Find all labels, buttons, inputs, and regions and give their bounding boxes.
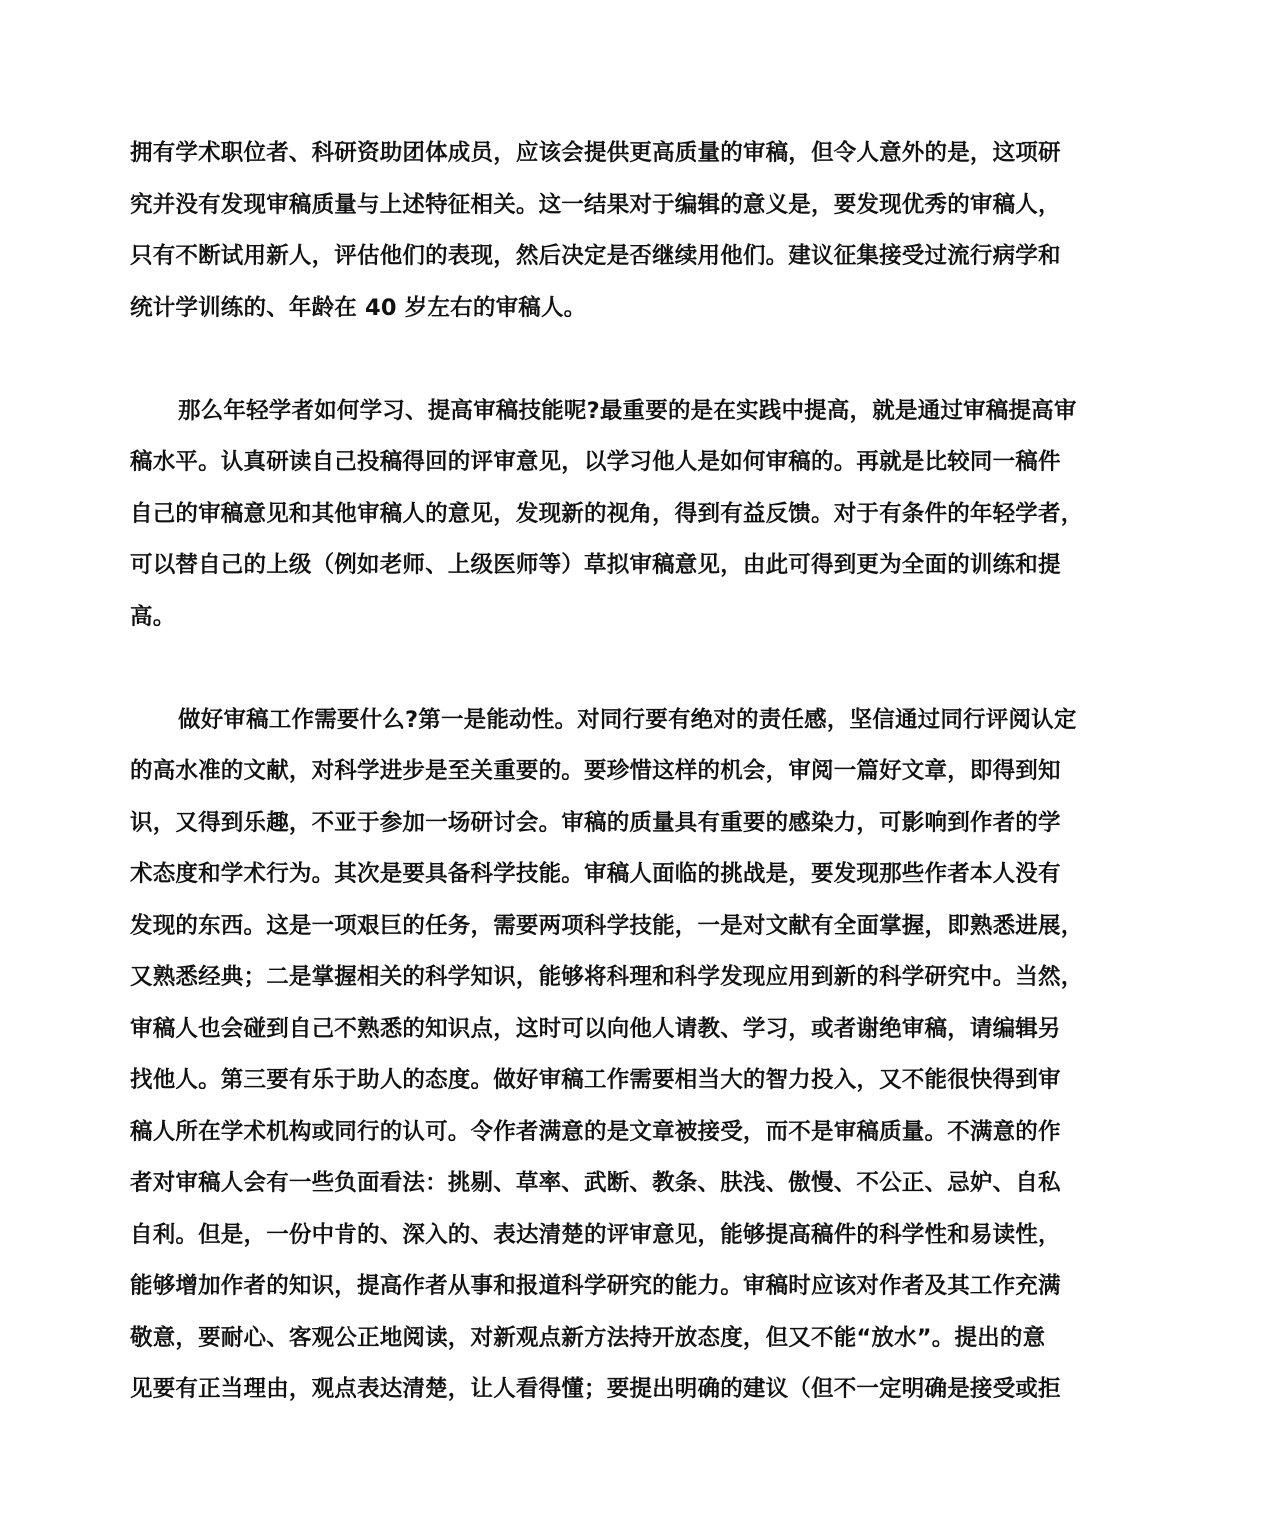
text-line: 又熟悉经典；二是掌握相关的科学知识，能够将科理和科学发现应用到新的科学研究中。当然， xyxy=(130,964,1084,990)
text-line: 统计学训练的、年龄在 40 岁左右的审稿人。 xyxy=(130,294,587,321)
text-line: 发现的东西。这是一项艰巨的任务，需要两项科学技能，一是对文献有全面掌握，即熟悉进展， xyxy=(130,912,1084,939)
paragraph-3 xyxy=(130,695,1152,1468)
text-line: 究并没有发现审稿质量与上述特征相关。这一结果对于编辑的意义是，要发现优秀的审稿人， xyxy=(130,191,1061,218)
text-line: 的高水准的文献，对科学进步是至关重要的。要珍惜这样的机会，审阅一篇好文章，即得到知 xyxy=(130,758,1061,784)
text-line: 做好审稿工作需要什么?第一是能动性。对同行要有绝对的责任感，坚信通过同行评阅认定 xyxy=(178,706,1077,733)
document-page xyxy=(130,128,1152,1467)
text-line: 稿人所在学术机构或同行的认可。令作者满意的是文章被接受，而不是审稿质量。不满意的作 xyxy=(130,1118,1061,1145)
paragraph-1 xyxy=(130,128,1152,334)
text-line: 拥有学术职位者、科研资助团体成员，应该会提供更高质量的审稿，但令人意外的是，这项研 xyxy=(130,140,1061,166)
text-line: 可以替自己的上级（例如老师、上级医师等）草拟审稿意见，由此可得到更为全面的训练和提 xyxy=(130,552,1061,578)
text-line: 者对审稿人会有一些负面看法：挑剔、草率、武断、教条、肤浅、傲慢、不公正、忌妒、自私 xyxy=(130,1170,1061,1196)
text-line: 只有不断试用新人，评估他们的表现，然后决定是否继续用他们。建议征集接受过流行病学和 xyxy=(130,243,1061,269)
text-line: 识，又得到乐趣，不亚于参加一场研讨会。审稿的质量具有重要的感染力，可影响到作者的学 xyxy=(130,809,1061,836)
text-line: 审稿人也会碰到自己不熟悉的知识点，这时可以向他人请教、学习，或者谢绝审稿，请编辑另 xyxy=(130,1015,1061,1042)
paragraph-spacer xyxy=(130,643,1152,695)
paragraph-spacer xyxy=(130,334,1152,386)
text-line: 见要有正当理由，观点表达清楚，让人看得懂；要提出明确的建议（但不一定明确是接受或拒 xyxy=(130,1376,1061,1402)
text-line: 自利。但是，一份中肯的、深入的、表达清楚的评审意见，能够提高稿件的科学性和易读性， xyxy=(130,1221,1061,1248)
text-line: 高。 xyxy=(130,603,176,630)
text-line: 那么年轻学者如何学习、提高审稿技能呢?最重要的是在实践中提高，就是通过审稿提高审 xyxy=(178,397,1077,424)
text-line: 敬意，要耐心、客观公正地阅读，对新观点新方法持开放态度，但又不能“放水”。提出的意 xyxy=(130,1324,1046,1351)
paragraph-2 xyxy=(130,386,1152,644)
text-line: 能够增加作者的知识，提高作者从事和报道科学研究的能力。审稿时应该对作者及其工作充满 xyxy=(130,1273,1061,1299)
text-line: 找他人。第三要有乐于助人的态度。做好审稿工作需要相当大的智力投入，又不能很快得到审 xyxy=(130,1067,1061,1093)
text-line: 自己的审稿意见和其他审稿人的意见，发现新的视角，得到有益反馈。对于有条件的年轻学者， xyxy=(130,500,1084,527)
text-line: 术态度和学术行为。其次是要具备科学技能。审稿人面临的挑战是，要发现那些作者本人没有 xyxy=(130,861,1061,887)
text-line: 稿水平。认真研读自己投稿得回的评审意见，以学习他人是如何审稿的。再就是比较同一稿件 xyxy=(130,449,1061,475)
text-line xyxy=(130,1416,1152,1468)
